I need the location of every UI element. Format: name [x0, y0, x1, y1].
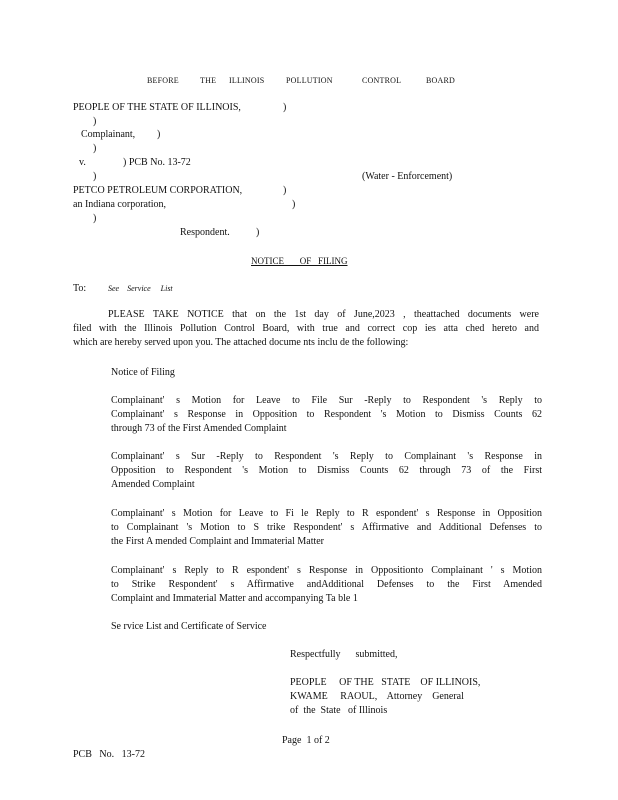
list-item: [92, 450, 542, 492]
page-number: Page 1 of 2: [282, 735, 330, 746]
list-item: [92, 620, 542, 634]
caption-respondent: Respondent.: [180, 227, 230, 238]
list-item: [92, 366, 542, 380]
list-item-line: Opposition to Respondent 's Motion to Dismiss Counts 62 through 73 of the First: [111, 465, 542, 476]
signature-line: KWAME RAOUL, Attorney General: [290, 691, 464, 702]
caption-paren: ): [93, 143, 97, 154]
caption-paren: ): [93, 171, 97, 182]
signature-line: of the State of Illinois: [290, 705, 388, 716]
header-the: THE: [200, 76, 217, 85]
caption-petco: PETCO PETROLEUM CORPORATION,: [73, 185, 243, 196]
caption-people: PEOPLE OF THE STATE OF ILLINOIS,: [73, 102, 241, 113]
list-item-line: Complainant' s Sur -Reply to Respondent 's Reply to Complainant 's Response in: [111, 451, 542, 462]
list-item: [92, 394, 542, 436]
caption-paren: ): [93, 116, 97, 127]
caption-paren: ): [157, 129, 161, 140]
list-item-line: the First A mended Complaint and Immaterial Matter: [111, 536, 325, 547]
caption-paren: ): [283, 185, 287, 196]
header-before: BEFORE: [147, 76, 179, 85]
notice-of-filing-title: NOTICE OF FILING: [251, 256, 348, 266]
list-item-line: Complainant' s Motion for Leave to Fi le Reply to R espondent' s Response in Opposition: [111, 508, 542, 519]
list-item-line: Complainant' s Reply to R espondent' s Response in Oppositionto Complainant ' s Motion: [111, 565, 542, 576]
caption-paren: ): [292, 199, 296, 210]
list-item-line: through 73 of the First Amended Complaint: [111, 423, 287, 434]
caption-paren: ): [256, 227, 260, 238]
caption-pcb-number: ) PCB No. 13-72: [123, 157, 191, 168]
to-service-list: See Service List: [108, 284, 173, 293]
list-item: [92, 564, 542, 606]
list-item-line: to Complainant 's Motion to S trike Respondent' s Affirmative and Additional Defenses to: [111, 522, 542, 533]
list-item: [92, 507, 542, 549]
caption-complainant: Complainant,: [81, 129, 136, 140]
header-pollution: POLLUTION: [286, 76, 333, 85]
list-item-line: Notice of Filing: [111, 367, 175, 378]
intro-line: which are hereby served upon you. The attached docume nts inclu de the following:: [73, 337, 409, 348]
footer-case-number: PCB No. 13-72: [73, 749, 145, 760]
list-item-line: Complaint and Immaterial Matter and accompanying Ta ble 1: [111, 593, 358, 604]
header-board: BOARD: [426, 76, 456, 85]
intro-line: PLEASE TAKE NOTICE that on the 1st day of June,2023 , theattached documents were: [108, 309, 539, 320]
header-illinois: ILLINOIS: [229, 76, 265, 85]
caption-water-enforcement: (Water - Enforcement): [362, 171, 453, 182]
closing: Respectfully submitted,: [290, 649, 398, 660]
caption-indiana: an Indiana corporation,: [73, 199, 167, 210]
caption-v: v.: [79, 157, 86, 168]
list-item-line: to Strike Respondent' s Affirmative andAdditional Defenses to the First Amended: [111, 579, 542, 590]
to-label: To:: [73, 283, 87, 294]
header-control: CONTROL: [362, 76, 402, 85]
list-item-line: Complainant' s Motion for Leave to File Sur -Reply to Respondent 's Reply to: [111, 395, 542, 406]
list-item-line: Amended Complaint: [111, 479, 195, 490]
signature-line: PEOPLE OF THE STATE OF ILLINOIS,: [290, 677, 481, 688]
caption-paren: ): [93, 213, 97, 224]
caption-paren: ): [283, 102, 287, 113]
list-item-line: Complainant' s Response in Opposition to Respondent 's Motion to Dismiss Counts 62: [111, 409, 542, 420]
list-item-line: Se rvice List and Certificate of Service: [111, 621, 267, 632]
intro-line: filed with the Illinois Pollution Control Board, with true and correct cop ies atta ched hereto and: [73, 323, 539, 334]
